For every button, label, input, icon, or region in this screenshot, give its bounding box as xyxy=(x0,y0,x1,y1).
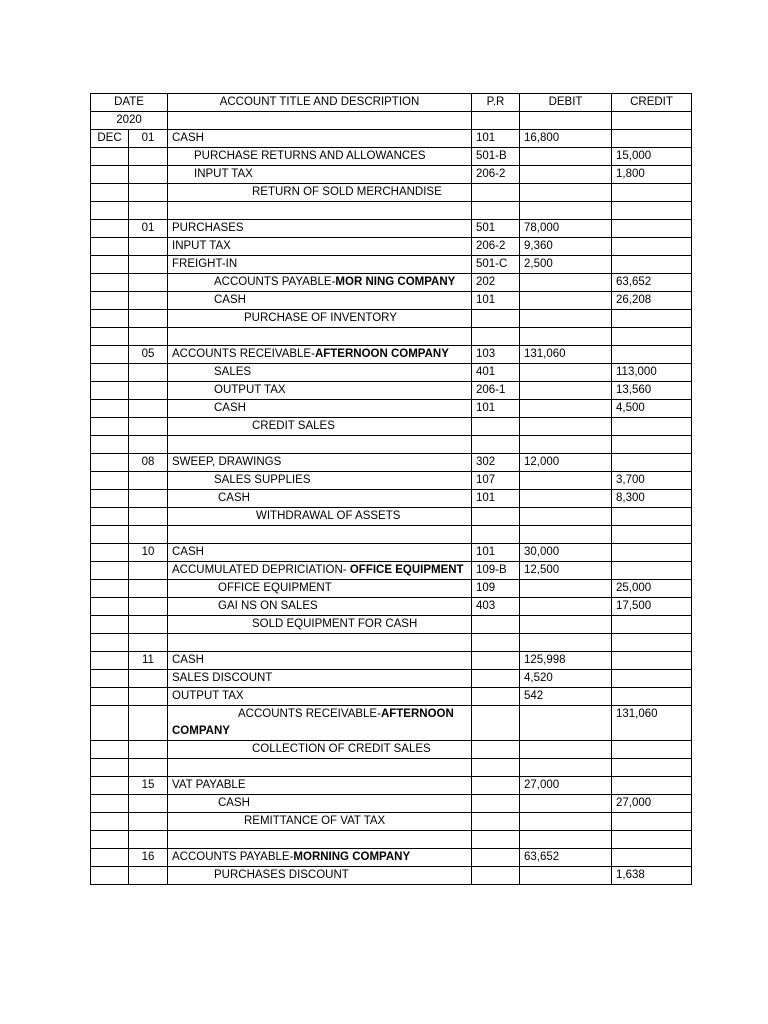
general-journal-table xyxy=(90,93,692,885)
account-cell: SALES SUPPLIES xyxy=(168,472,472,490)
date-header: DATE xyxy=(91,94,168,112)
payee-name: MOR NING COMPANY xyxy=(335,276,456,288)
debit-cell: 12,000 xyxy=(520,454,612,472)
description-row xyxy=(91,813,692,831)
pr-cell: 101 xyxy=(472,490,520,508)
blank-row xyxy=(91,831,692,849)
table-row xyxy=(91,580,692,598)
entry-description: RETURN OF SOLD MERCHANDISE xyxy=(168,184,472,202)
supplier-name: MORNING COMPANY xyxy=(293,851,411,863)
pr-cell xyxy=(472,777,520,795)
pr-cell xyxy=(472,670,520,688)
account-name: ACCOUNTS RECEIVABLE- xyxy=(172,348,315,360)
account-name: ACCUMULATED DEPRICIATION- xyxy=(172,564,350,576)
account-name: ACCOUNTS PAYABLE- xyxy=(214,276,336,288)
day-cell: 08 xyxy=(129,454,168,472)
table-row xyxy=(91,454,692,472)
debit-cell: 4,520 xyxy=(520,670,612,688)
day-cell: 15 xyxy=(129,777,168,795)
debit-cell xyxy=(520,706,612,741)
pr-cell: 501-B xyxy=(472,148,520,166)
table-row xyxy=(91,867,692,885)
debit-cell xyxy=(520,490,612,508)
debit-cell: 78,000 xyxy=(520,220,612,238)
table-row xyxy=(91,472,692,490)
credit-cell xyxy=(612,256,692,274)
credit-cell xyxy=(612,544,692,562)
credit-header: CREDIT xyxy=(612,94,692,112)
account-cell xyxy=(168,346,472,364)
pr-cell: 403 xyxy=(472,598,520,616)
entry-description: COLLECTION OF CREDIT SALES xyxy=(168,741,472,759)
table-row xyxy=(91,148,692,166)
entry-description: WITHDRAWAL OF ASSETS xyxy=(168,508,472,526)
debit-cell: 125,998 xyxy=(520,652,612,670)
table-row xyxy=(91,490,692,508)
credit-cell: 8,300 xyxy=(612,490,692,508)
day-cell: 16 xyxy=(129,849,168,867)
table-row xyxy=(91,256,692,274)
table-row xyxy=(91,795,692,813)
credit-cell: 1,800 xyxy=(612,166,692,184)
account-cell: PURCHASES xyxy=(168,220,472,238)
blank-row xyxy=(91,634,692,652)
customer-name: AFTERNOON COMPANY xyxy=(314,348,449,360)
blank-row xyxy=(91,526,692,544)
table-row xyxy=(91,166,692,184)
pr-cell: 401 xyxy=(472,364,520,382)
entry-description: PURCHASE OF INVENTORY xyxy=(168,310,472,328)
entry-description: CREDIT SALES xyxy=(168,418,472,436)
pr-cell: 101 xyxy=(472,400,520,418)
pr-cell: 206-1 xyxy=(472,382,520,400)
credit-cell: 1,638 xyxy=(612,867,692,885)
credit-cell xyxy=(612,562,692,580)
day-cell: 11 xyxy=(129,652,168,670)
table-row xyxy=(91,688,692,706)
table-row xyxy=(91,777,692,795)
credit-cell: 4,500 xyxy=(612,400,692,418)
pr-cell: 101 xyxy=(472,544,520,562)
debit-cell xyxy=(520,472,612,490)
credit-cell xyxy=(612,652,692,670)
credit-cell xyxy=(612,849,692,867)
credit-cell xyxy=(612,220,692,238)
table-row xyxy=(91,598,692,616)
year-cell: 2020 xyxy=(91,112,168,130)
account-cell: SALES xyxy=(168,364,472,382)
table-row xyxy=(91,706,692,741)
credit-cell: 17,500 xyxy=(612,598,692,616)
account-name: ACCOUNTS RECEIVABLE- xyxy=(238,708,381,720)
account-cell: PURCHASE RETURNS AND ALLOWANCES xyxy=(168,148,472,166)
account-cell: OUTPUT TAX xyxy=(168,688,472,706)
account-cell xyxy=(168,849,472,867)
table-row xyxy=(91,670,692,688)
debit-cell: 131,060 xyxy=(520,346,612,364)
day-cell: 10 xyxy=(129,544,168,562)
account-cell: CASH xyxy=(168,652,472,670)
asset-name: OFFICE EQUIPMENT xyxy=(349,564,464,576)
entry-description: REMITTANCE OF VAT TAX xyxy=(168,813,472,831)
entry-description: SOLD EQUIPMENT FOR CASH xyxy=(168,616,472,634)
credit-cell: 3,700 xyxy=(612,472,692,490)
debit-cell: 9,360 xyxy=(520,238,612,256)
pr-cell: 107 xyxy=(472,472,520,490)
table-row xyxy=(91,364,692,382)
table-row xyxy=(91,274,692,292)
account-cell xyxy=(168,274,472,292)
account-cell: SWEEP, DRAWINGS xyxy=(168,454,472,472)
blank-row xyxy=(91,328,692,346)
header-row xyxy=(91,94,692,112)
credit-cell: 113,000 xyxy=(612,364,692,382)
credit-cell: 26,208 xyxy=(612,292,692,310)
customer-name: AFTERNOON COMPANY xyxy=(172,708,454,737)
debit-cell xyxy=(520,795,612,813)
table-row xyxy=(91,382,692,400)
debit-cell xyxy=(520,166,612,184)
credit-cell: 27,000 xyxy=(612,795,692,813)
description-row xyxy=(91,310,692,328)
pr-cell: 206-2 xyxy=(472,166,520,184)
table-row xyxy=(91,220,692,238)
pr-cell: 101 xyxy=(472,130,520,148)
table-row xyxy=(91,652,692,670)
credit-cell xyxy=(612,670,692,688)
year-row xyxy=(91,112,692,130)
pr-cell: 103 xyxy=(472,346,520,364)
debit-cell: 63,652 xyxy=(520,849,612,867)
debit-cell: 16,800 xyxy=(520,130,612,148)
debit-cell xyxy=(520,580,612,598)
table-row xyxy=(91,346,692,364)
description-row xyxy=(91,418,692,436)
pr-cell xyxy=(472,867,520,885)
credit-cell xyxy=(612,346,692,364)
account-cell: CASH xyxy=(168,400,472,418)
table-row xyxy=(91,292,692,310)
blank-row xyxy=(91,436,692,454)
table-row xyxy=(91,544,692,562)
description-row xyxy=(91,508,692,526)
blank-row xyxy=(91,759,692,777)
credit-cell xyxy=(612,238,692,256)
debit-header: DEBIT xyxy=(520,94,612,112)
pr-cell xyxy=(472,795,520,813)
account-cell: CASH xyxy=(168,130,472,148)
blank-row xyxy=(91,202,692,220)
debit-cell: 30,000 xyxy=(520,544,612,562)
account-cell: PURCHASES DISCOUNT xyxy=(168,867,472,885)
account-cell: CASH xyxy=(168,292,472,310)
description-row xyxy=(91,741,692,759)
credit-cell xyxy=(612,777,692,795)
account-cell xyxy=(168,562,472,580)
pr-cell: 202 xyxy=(472,274,520,292)
pr-cell: 101 xyxy=(472,292,520,310)
pr-cell xyxy=(472,706,520,741)
debit-cell xyxy=(520,598,612,616)
debit-cell xyxy=(520,148,612,166)
credit-cell: 13,560 xyxy=(612,382,692,400)
month-cell: DEC xyxy=(91,130,129,148)
table-row xyxy=(91,130,692,148)
debit-cell xyxy=(520,400,612,418)
day-cell: 05 xyxy=(129,346,168,364)
debit-cell xyxy=(520,292,612,310)
account-cell: INPUT TAX xyxy=(168,166,472,184)
account-cell: CASH xyxy=(168,490,472,508)
account-header: ACCOUNT TITLE AND DESCRIPTION xyxy=(168,94,472,112)
account-cell xyxy=(168,706,472,741)
account-cell: SALES DISCOUNT xyxy=(168,670,472,688)
table-row xyxy=(91,849,692,867)
account-cell: GAI NS ON SALES xyxy=(168,598,472,616)
account-cell: FREIGHT-IN xyxy=(168,256,472,274)
pr-cell xyxy=(472,652,520,670)
credit-cell xyxy=(612,688,692,706)
table-row xyxy=(91,562,692,580)
pr-header: P.R xyxy=(472,94,520,112)
credit-cell: 25,000 xyxy=(612,580,692,598)
account-cell: CASH xyxy=(168,544,472,562)
pr-cell xyxy=(472,688,520,706)
debit-cell xyxy=(520,274,612,292)
account-cell: VAT PAYABLE xyxy=(168,777,472,795)
day-cell: 01 xyxy=(129,130,168,148)
credit-cell: 63,652 xyxy=(612,274,692,292)
debit-cell: 542 xyxy=(520,688,612,706)
table-row xyxy=(91,400,692,418)
debit-cell: 12,500 xyxy=(520,562,612,580)
credit-cell xyxy=(612,130,692,148)
pr-cell: 302 xyxy=(472,454,520,472)
pr-cell: 501 xyxy=(472,220,520,238)
pr-cell: 501-C xyxy=(472,256,520,274)
account-cell: CASH xyxy=(168,795,472,813)
pr-cell: 109 xyxy=(472,580,520,598)
credit-cell: 15,000 xyxy=(612,148,692,166)
debit-cell: 2,500 xyxy=(520,256,612,274)
debit-cell xyxy=(520,867,612,885)
account-cell: OUTPUT TAX xyxy=(168,382,472,400)
account-cell: OFFICE EQUIPMENT xyxy=(168,580,472,598)
credit-cell: 131,060 xyxy=(612,706,692,741)
pr-cell: 206-2 xyxy=(472,238,520,256)
description-row xyxy=(91,184,692,202)
credit-cell xyxy=(612,454,692,472)
description-row xyxy=(91,616,692,634)
debit-cell xyxy=(520,364,612,382)
day-cell: 01 xyxy=(129,220,168,238)
table-row xyxy=(91,238,692,256)
debit-cell xyxy=(520,382,612,400)
account-name: ACCOUNTS PAYABLE- xyxy=(172,851,294,863)
pr-cell: 109-B xyxy=(472,562,520,580)
account-cell: INPUT TAX xyxy=(168,238,472,256)
pr-cell xyxy=(472,849,520,867)
debit-cell: 27,000 xyxy=(520,777,612,795)
